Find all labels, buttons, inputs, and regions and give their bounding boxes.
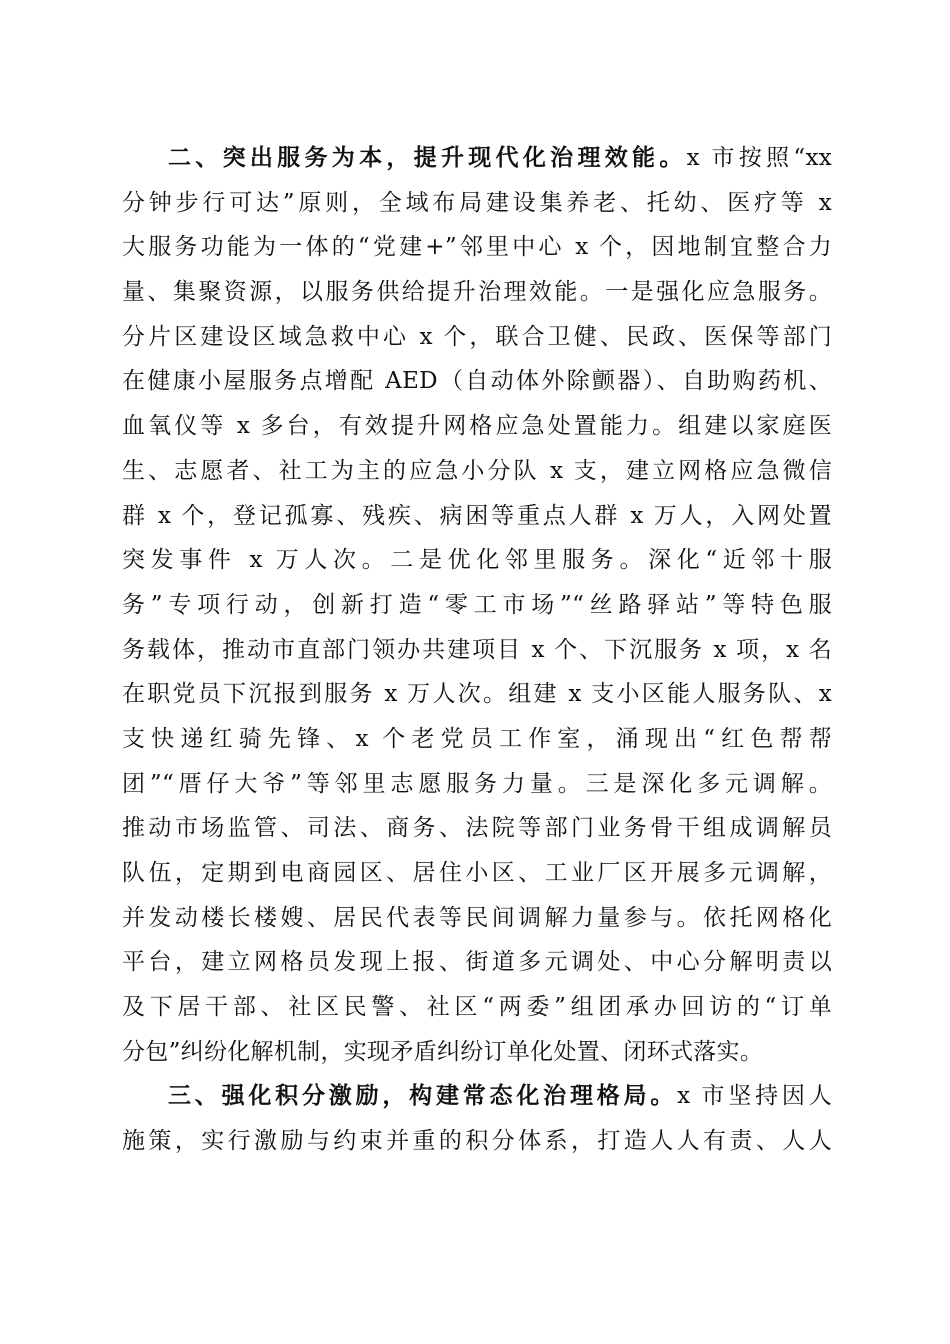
paragraph-line: 务”专项行动，创新打造“零工市场”“丝路驿站”等特色服 — [122, 591, 832, 618]
paragraph-text: x 市坚持因人 — [677, 1083, 833, 1110]
paragraph-line: 平台，建立网格员发现上报、街道多元调处、中心分解明责以 — [122, 949, 832, 976]
paragraph-line — [122, 136, 832, 181]
paragraph-line: 在健康小屋服务点增配 AED（自动体外除颤器）、自助购药机、 — [122, 368, 832, 395]
paragraph-line: 推动市场监管、司法、商务、法院等部门业务骨干组成调解员 — [122, 815, 832, 842]
paragraph-line: 群 x 个，登记孤寡、残疾、病困等重点人群 x 万人，入网处置 — [122, 502, 832, 529]
paragraph-line: 及下居干部、社区民警、社区“两委”组团承办回访的“订单 — [122, 994, 832, 1021]
section-heading: 三、强化积分激励，构建常态化治理格局。 — [168, 1082, 678, 1110]
document-body — [122, 136, 832, 1164]
paragraph-line: 支快递红骑先锋、x 个老党员工作室，涌现出“红色帮帮 — [122, 725, 832, 752]
paragraph-line: 务载体，推动市直部门领办共建项目 x 个、下沉服务 x 项，x 名 — [122, 636, 832, 663]
paragraph-line: 在职党员下沉报到服务 x 万人次。组建 x 支小区能人服务队、x — [122, 681, 832, 708]
paragraph-text: x 市按照“xx — [686, 145, 832, 171]
paragraph-line: 生、志愿者、社工为主的应急小分队 x 支，建立网格应急微信 — [122, 457, 832, 484]
paragraph-line: 量、集聚资源，以服务供给提升治理效能。一是强化应急服务。 — [122, 279, 832, 306]
paragraph-line: 施策，实行激励与约束并重的积分体系，打造人人有责、人人 — [122, 1128, 832, 1155]
paragraph-line: 突发事件 x 万人次。二是优化邻里服务。深化“近邻十服 — [122, 547, 832, 574]
paragraph-line: 大服务功能为一体的“党建+”邻里中心 x 个，因地制宜整合力 — [122, 234, 832, 261]
paragraph-line: 分钟步行可达”原则，全域布局建设集养老、托幼、医疗等 x — [122, 189, 832, 216]
paragraph-line: 分包”纠纷化解机制，实现矛盾纠纷订单化处置、闭环式落实。 — [122, 1038, 764, 1065]
paragraph-line: 队伍，定期到电商园区、居住小区、工业厂区开展多元调解， — [122, 860, 832, 886]
paragraph-line — [122, 1074, 832, 1119]
paragraph-line: 并发动楼长楼嫂、居民代表等民间调解力量参与。依托网格化 — [122, 904, 832, 931]
section-heading: 二、突出服务为本，提升现代化治理效能。 — [168, 144, 687, 171]
paragraph-line: 血氧仪等 x 多台，有效提升网格应急处置能力。组建以家庭医 — [122, 413, 832, 440]
paragraph-line: 分片区建设区域急救中心 x 个，联合卫健、民政、医保等部门 — [122, 323, 832, 350]
paragraph-line: 团”“厝仔大爷”等邻里志愿服务力量。三是深化多元调解。 — [122, 770, 832, 797]
